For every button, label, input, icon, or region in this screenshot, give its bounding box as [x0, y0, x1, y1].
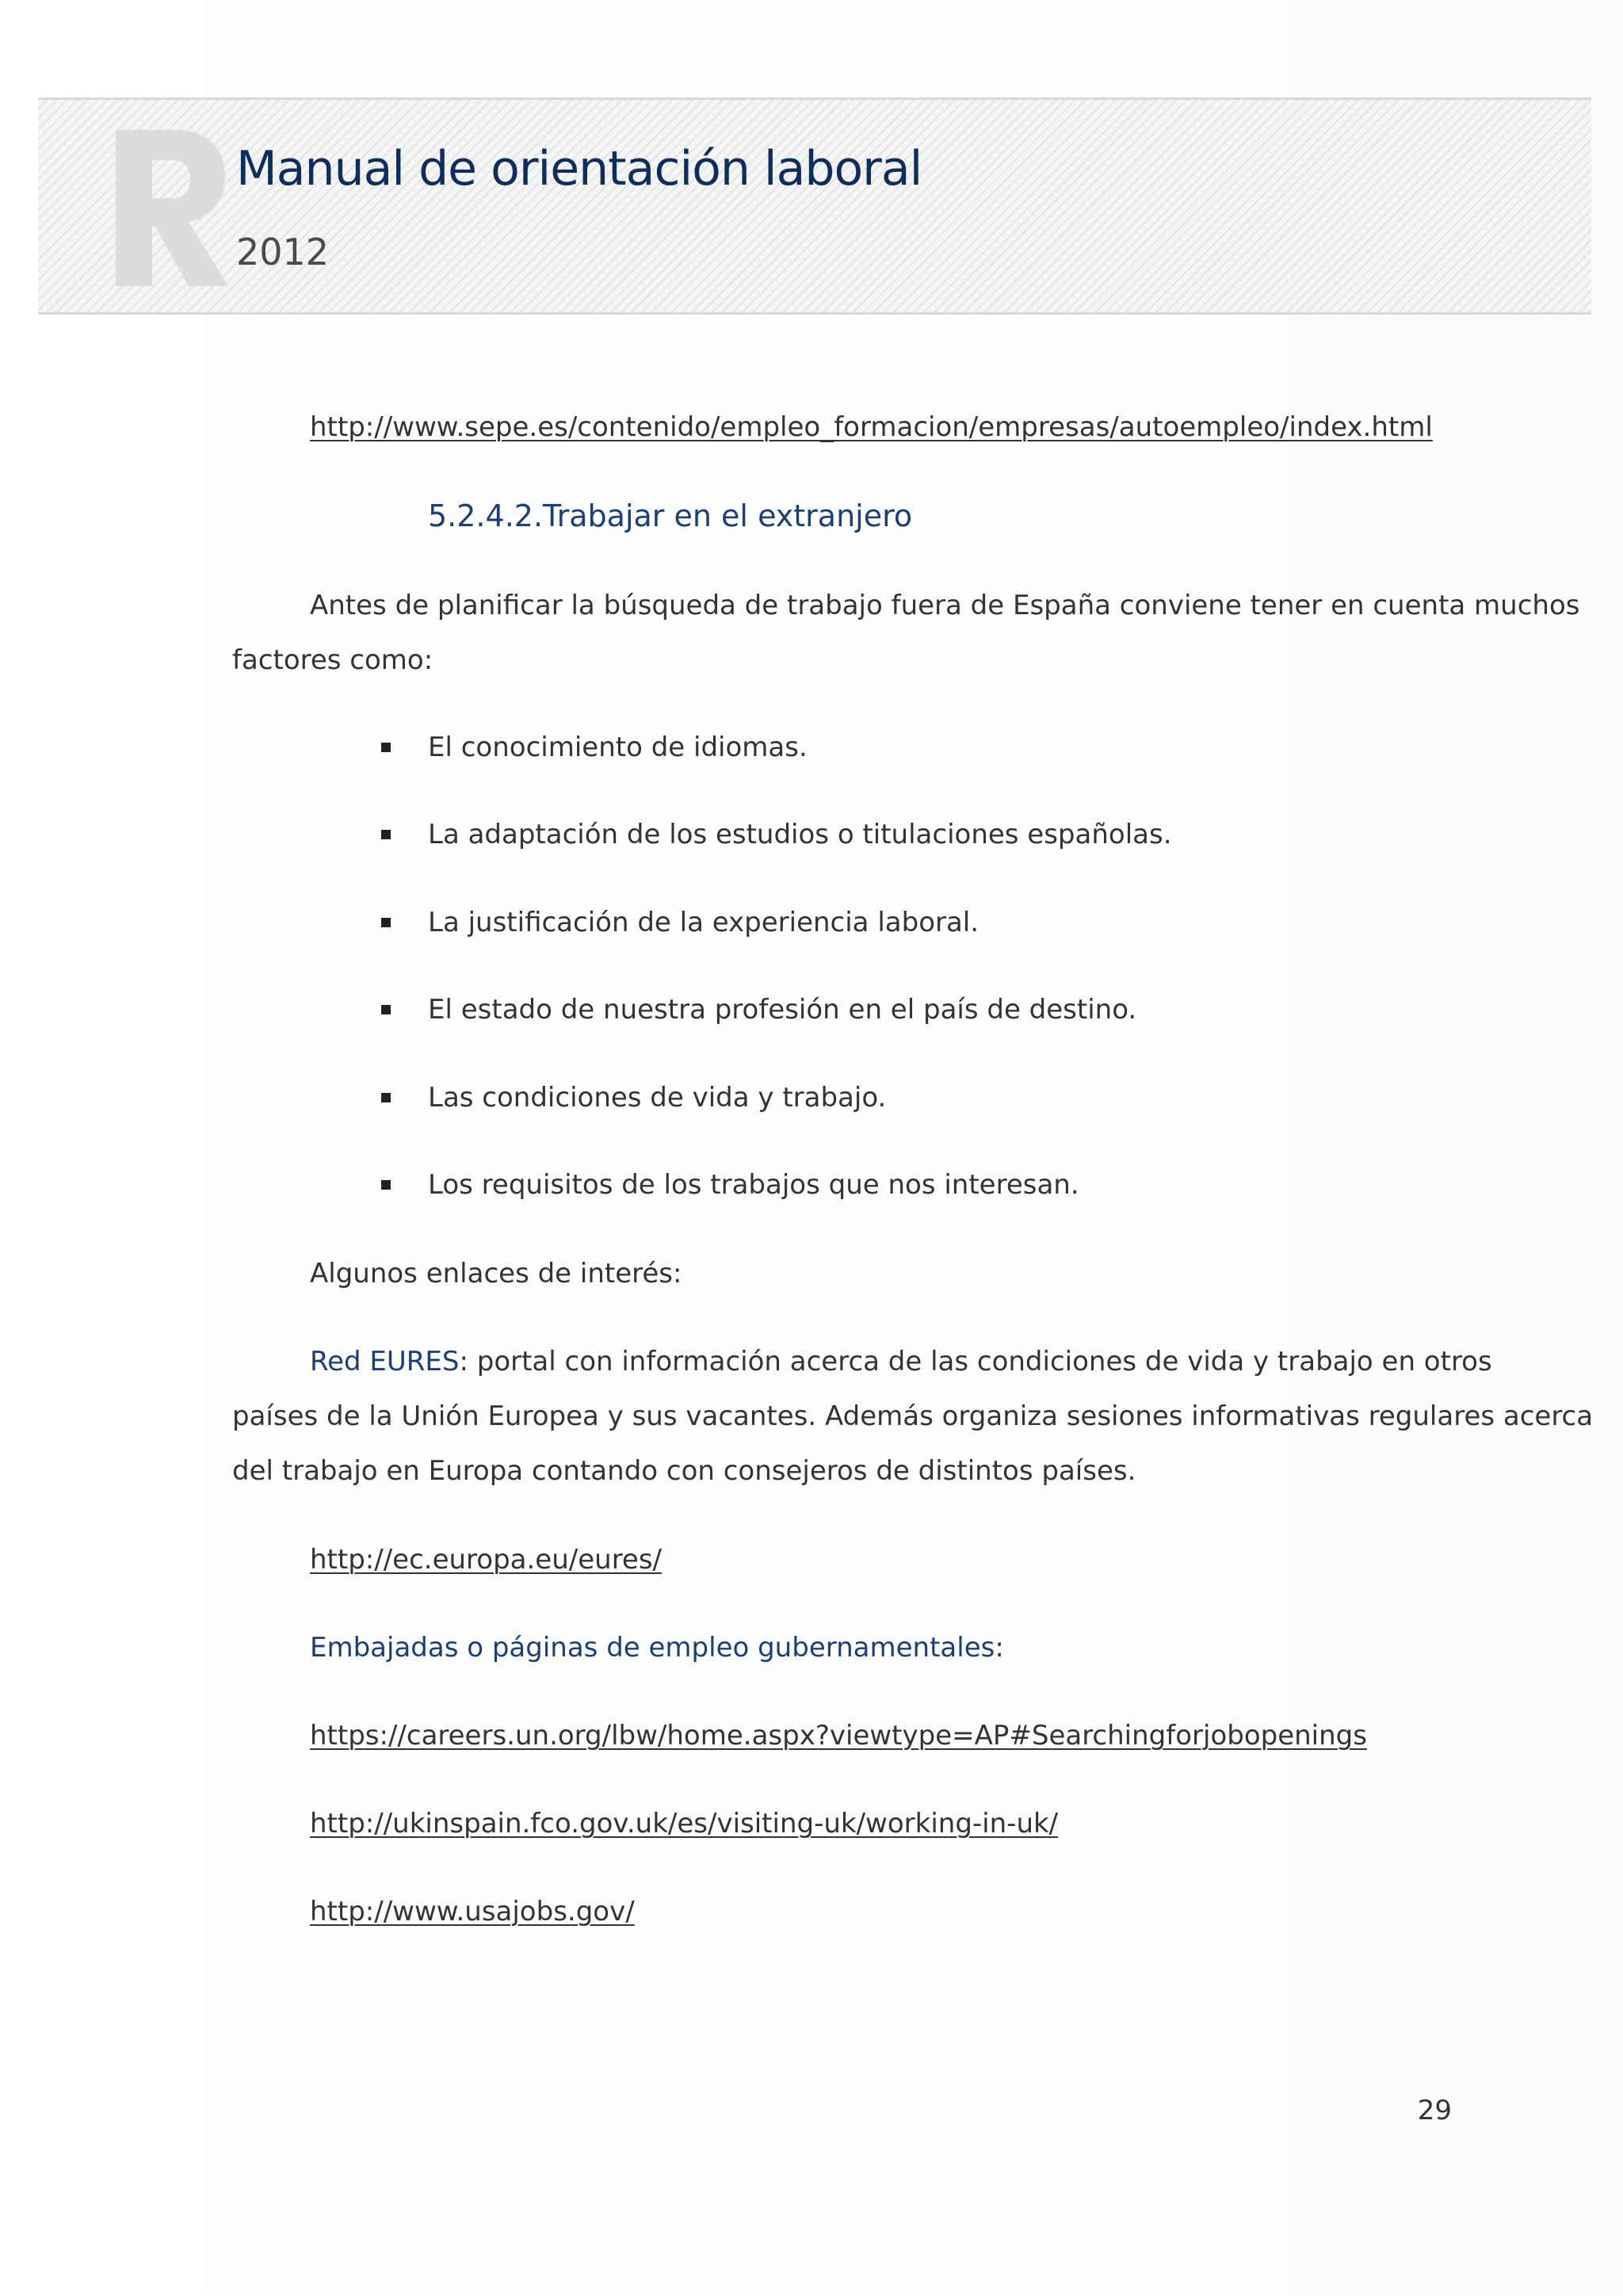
document-year: 2012 — [236, 231, 330, 273]
intro-paragraph-line-2: factores como: — [232, 644, 433, 676]
links-intro: Algunos enlaces de interés: — [310, 1258, 682, 1289]
eures-paragraph-line-2: países de la Unión Europea y sus vacantes. Además organiza sesiones informativas regulares acerca — [232, 1400, 1594, 1432]
eures-label: Red EURES — [310, 1346, 460, 1377]
square-bullet-icon — [381, 743, 391, 752]
list-item-text: El estado de nuestra profesión en el país de destino. — [428, 994, 1137, 1026]
list-item-text: La adaptación de los estudios o titulaciones españolas. — [428, 819, 1172, 850]
eures-paragraph-line-3: del trabajo en Europa contando con consejeros de distintos países. — [232, 1455, 1136, 1487]
usajobs-link[interactable]: http://www.usajobs.gov/ — [310, 1896, 635, 1927]
embassies-label: Embajadas o páginas de empleo gubernamentales — [310, 1632, 995, 1664]
un-careers-link[interactable]: https://careers.un.org/lbw/home.aspx?viewtype=AP#Searchingforjobopenings — [310, 1720, 1367, 1752]
list-item-text: El conocimiento de idiomas. — [428, 732, 808, 763]
sepe-link[interactable]: http://www.sepe.es/contenido/empleo_formacion/empresas/autoempleo/index.html — [310, 411, 1433, 443]
r-logo-watermark — [100, 116, 235, 298]
square-bullet-icon — [381, 1180, 391, 1190]
section-heading: 5.2.4.2.Trabajar en el extranjero — [428, 499, 913, 533]
square-bullet-icon — [381, 1093, 391, 1102]
page-number: 29 — [1417, 2095, 1452, 2126]
uk-in-spain-link[interactable]: http://ukinspain.fco.gov.uk/es/visiting-uk/working-in-uk/ — [310, 1808, 1059, 1839]
eures-link[interactable]: http://ec.europa.eu/eures/ — [310, 1544, 663, 1576]
intro-paragraph-line-1: Antes de planificar la búsqueda de trabajo fuera de España conviene tener en cuenta muchos — [310, 590, 1580, 621]
square-bullet-icon — [381, 1005, 391, 1014]
embassies-colon: : — [995, 1632, 1004, 1664]
square-bullet-icon — [381, 918, 391, 927]
page-header — [38, 97, 1591, 315]
document-title: Manual de orientación laboral — [236, 141, 922, 197]
eures-description: : portal con información acerca de las condiciones de vida y trabajo en otros — [459, 1346, 1492, 1377]
list-item-text: Los requisitos de los trabajos que nos interesan. — [428, 1169, 1079, 1201]
square-bullet-icon — [381, 830, 391, 839]
list-item-text: La justificación de la experiencia laboral. — [428, 907, 980, 938]
list-item-text: Las condiciones de vida y trabajo. — [428, 1082, 887, 1114]
embassies-heading — [310, 1621, 1004, 1675]
eures-paragraph-line-1 — [310, 1335, 1492, 1389]
